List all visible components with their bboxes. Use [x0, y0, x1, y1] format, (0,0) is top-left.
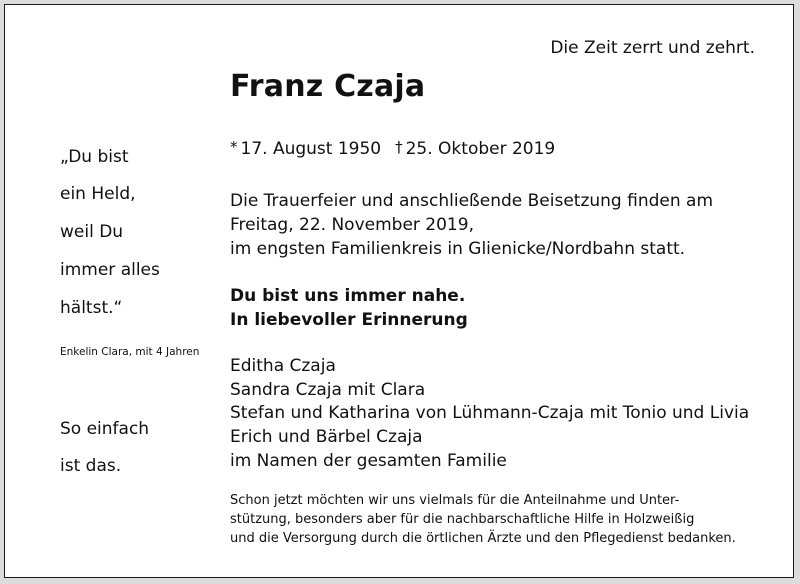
thanks-line: stützung, besonders aber für die nachbarschaftliche Hilfe in Holzweißig	[230, 512, 695, 527]
closing-quote-line: So einfach	[60, 419, 150, 439]
mourner-line: im Namen der gesamten Familie	[230, 451, 507, 471]
ceremony-line: Die Trauerfeier und anschließende Beisetzung finden am	[230, 191, 714, 211]
quote-line: „Du bist	[60, 147, 129, 167]
ceremony-line: Freitag, 22. November 2019,	[230, 215, 474, 235]
mourner-line: Editha Czaja	[230, 356, 336, 376]
life-dates	[230, 139, 555, 159]
obituary-card	[4, 4, 794, 578]
remembrance-line: In liebevoller Erinnerung	[230, 310, 468, 330]
deceased-name: Franz Czaja	[230, 69, 426, 104]
death-symbol: †	[395, 138, 403, 156]
closing-quote-line: ist das.	[60, 456, 122, 476]
remembrance-line: Du bist uns immer nahe.	[230, 286, 466, 306]
ceremony-line: im engsten Familienkreis in Glienicke/Nordbahn statt.	[230, 239, 686, 259]
birth-date: 17. August 1950	[240, 139, 382, 159]
thanks-line: Schon jetzt möchten wir uns vielmals für die Anteilnahme und Unter-	[230, 493, 680, 508]
quote-line: hältst.“	[60, 298, 123, 318]
quote-line: immer alles	[60, 260, 160, 280]
thanks-line: und die Versorgung durch die örtlichen Ärzte und den Pflegedienst bedanken.	[230, 531, 736, 546]
motto: Die Zeit zerrt und zehrt.	[550, 38, 755, 58]
quote-line: ein Held,	[60, 184, 136, 204]
death-date: 25. Oktober 2019	[405, 139, 556, 159]
quote-credit: Enkelin Clara, mit 4 Jahren	[60, 346, 200, 358]
mourner-line: Stefan und Katharina von Lühmann-Czaja mit Tonio und Livia	[230, 403, 750, 423]
mourner-line: Sandra Czaja mit Clara	[230, 380, 426, 400]
quote-line: weil Du	[60, 222, 124, 242]
mourner-line: Erich und Bärbel Czaja	[230, 427, 423, 447]
birth-symbol: *	[230, 138, 238, 156]
